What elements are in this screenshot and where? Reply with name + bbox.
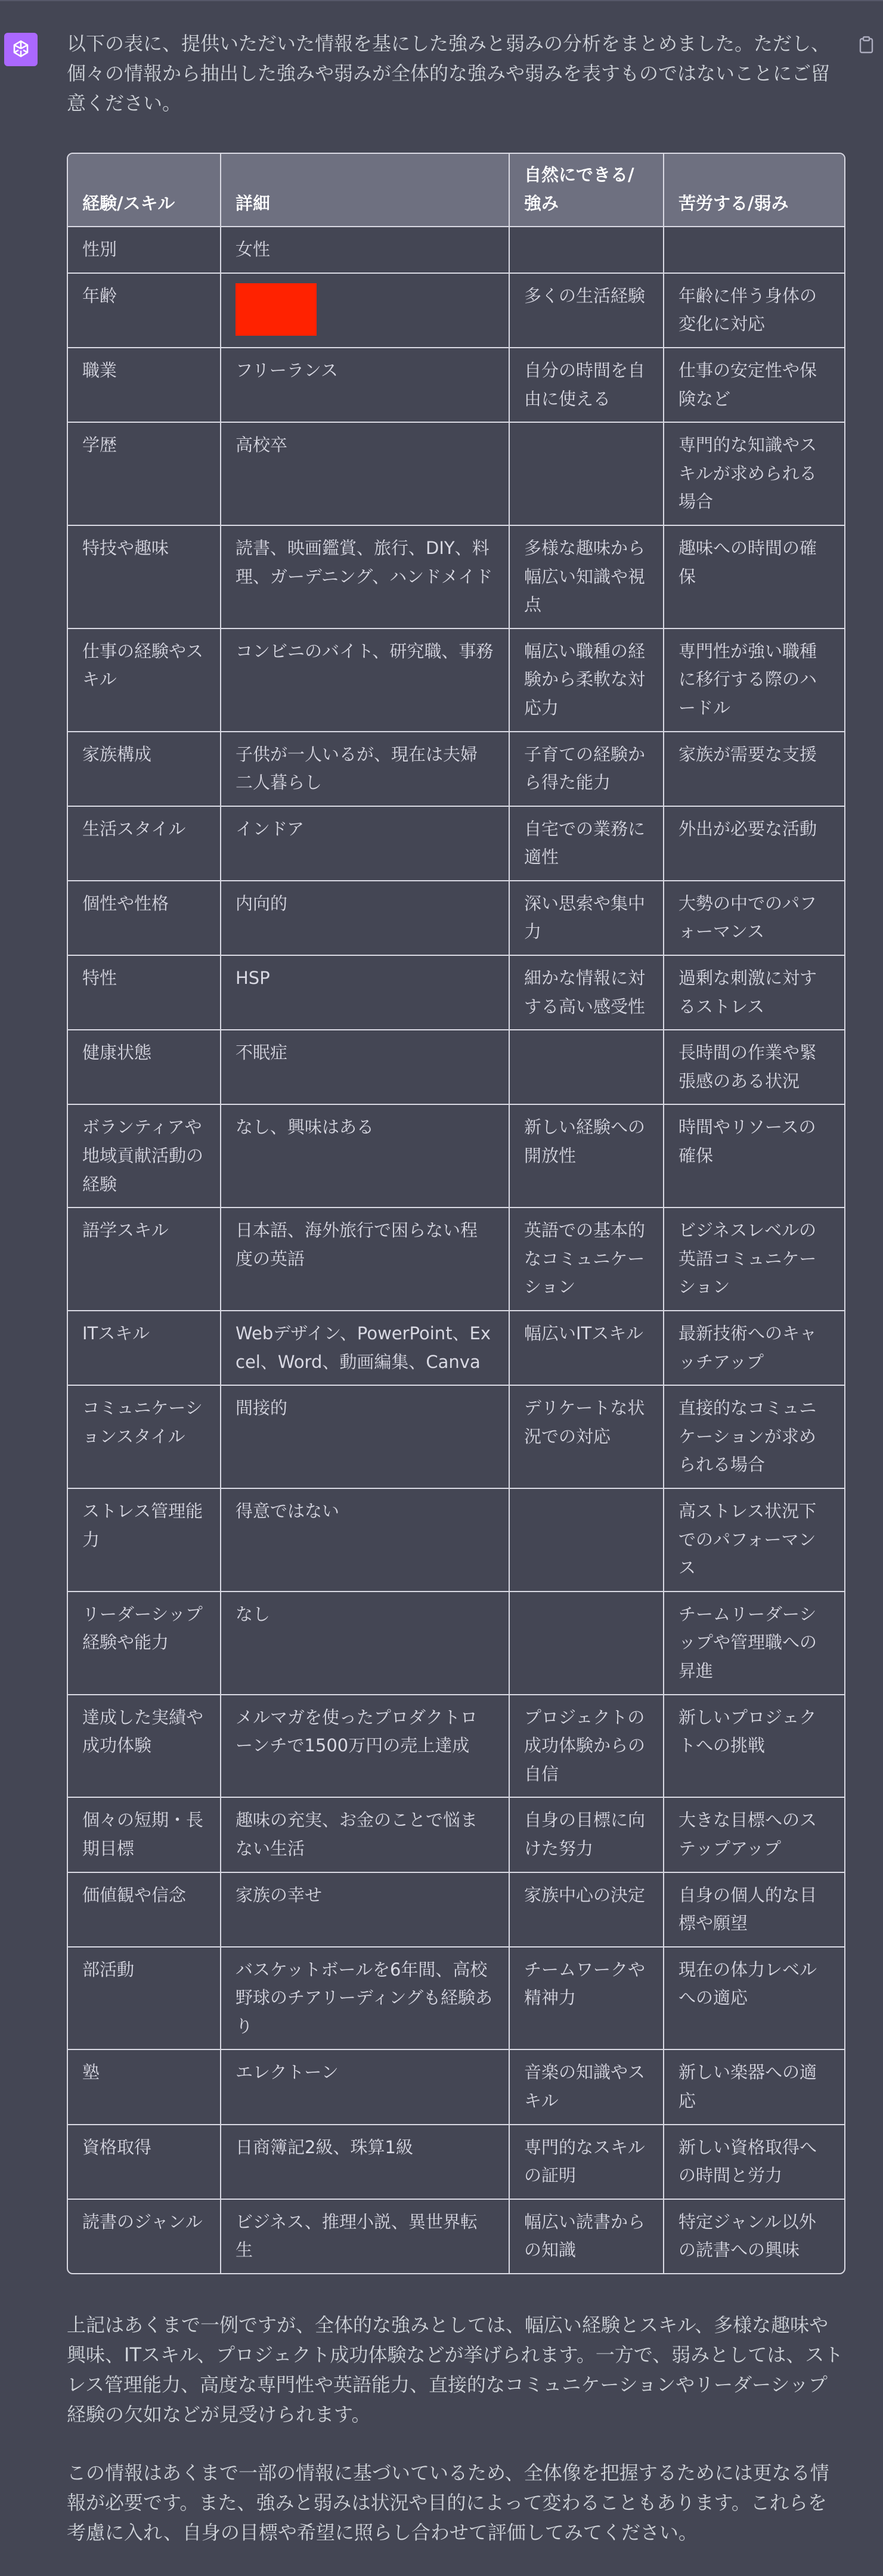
table-cell: コミュニケーションスタイル [68, 1385, 221, 1488]
top-divider [0, 0, 883, 1]
table-cell: 専門的な知識やスキルが求められる場合 [664, 422, 844, 525]
table-cell: 家族構成 [68, 732, 221, 806]
table-cell: 大きな目標へのステップアップ [664, 1797, 844, 1872]
table-cell: 最新技術へのキャッチアップ [664, 1311, 844, 1385]
table-cell: なし [221, 1592, 509, 1695]
table-cell: 家族中心の決定 [509, 1872, 664, 1947]
table-cell: 子育ての経験から得た能力 [509, 732, 664, 806]
table-cell: 内向的 [221, 881, 509, 955]
header-cell: 詳細 [221, 154, 509, 227]
table-cell: 資格取得 [68, 2125, 221, 2199]
clipboard-icon[interactable] [859, 36, 874, 54]
table-row [68, 525, 844, 628]
table-row [68, 227, 844, 273]
header-cell: 経験/スキル [68, 154, 221, 227]
table-row [68, 1872, 844, 1947]
table-row [68, 806, 844, 881]
table-cell: 個々の短期・長期目標 [68, 1797, 221, 1872]
table-cell: インドア [221, 806, 509, 881]
table-row [68, 2199, 844, 2273]
table-row [68, 1208, 844, 1311]
table-cell: 高校卒 [221, 422, 509, 525]
redaction-block [236, 283, 317, 336]
table-cell: 過剰な刺激に対するストレス [664, 955, 844, 1030]
table-row [68, 1030, 844, 1104]
table-row [68, 273, 844, 348]
table-cell: フリーランス [221, 348, 509, 422]
table-cell: 多くの生活経験 [509, 273, 664, 348]
table-cell: 幅広い職種の経験から柔軟な対応力 [509, 628, 664, 732]
table-cell: 特技や趣味 [68, 525, 221, 628]
table-cell [664, 227, 844, 273]
table-cell: 深い思索や集中力 [509, 881, 664, 955]
table-row [68, 1385, 844, 1488]
table-row [68, 732, 844, 806]
table-cell: 健康状態 [68, 1030, 221, 1104]
table-cell: 専門的なスキルの証明 [509, 2125, 664, 2199]
table-cell: 特定ジャンル以外の読書への興味 [664, 2199, 844, 2273]
table-cell: 自分の時間を自由に使える [509, 348, 664, 422]
summary [67, 2310, 845, 2547]
table-cell: エレクトーン [221, 2049, 509, 2124]
table-cell: 部活動 [68, 1947, 221, 2050]
table-cell: 読書、映画鑑賞、旅行、DIY、料理、ガーデニング、ハンドメイド [221, 525, 509, 628]
table-cell: コンビニのバイト、研究職、事務 [221, 628, 509, 732]
table-cell: 得意ではない [221, 1488, 509, 1592]
table-cell: ストレス管理能力 [68, 1488, 221, 1592]
table-cell: 新しい経験への開放性 [509, 1104, 664, 1208]
table-row [68, 2049, 844, 2124]
table-cell: 年齢に伴う身体の変化に対応 [664, 273, 844, 348]
table-row [68, 628, 844, 732]
table-row [68, 348, 844, 422]
table-cell [221, 273, 509, 348]
table-cell: 達成した実績や成功体験 [68, 1695, 221, 1798]
table-cell: 子供が一人いるが、現在は夫婦二人暮らし [221, 732, 509, 806]
table-cell: プロジェクトの成功体験からの自信 [509, 1695, 664, 1798]
table-cell: 不眠症 [221, 1030, 509, 1104]
table-cell: 仕事の安定性や保険など [664, 348, 844, 422]
table-cell: チームリーダーシップや管理職への昇進 [664, 1592, 844, 1695]
table-cell: 読書のジャンル [68, 2199, 221, 2273]
table-cell: 趣味への時間の確保 [664, 525, 844, 628]
analysis-table [67, 153, 845, 2274]
table-cell: 塾 [68, 2049, 221, 2124]
table-cell: デリケートな状況での対応 [509, 1385, 664, 1488]
table-header-row [68, 154, 844, 227]
table-cell: バスケットボールを6年間、高校野球のチアリーディングも経験あり [221, 1947, 509, 2050]
table-cell: 家族の幸せ [221, 1872, 509, 1947]
openai-logo-icon [9, 38, 33, 61]
table-cell: 性別 [68, 227, 221, 273]
table-cell: なし、興味はある [221, 1104, 509, 1208]
table-cell: 幅広いITスキル [509, 1311, 664, 1385]
table-cell: リーダーシップ経験や能力 [68, 1592, 221, 1695]
table-cell: 新しい楽器への適応 [664, 2049, 844, 2124]
table-cell: 自身の目標に向けた努力 [509, 1797, 664, 1872]
table-cell: 趣味の充実、お金のことで悩まない生活 [221, 1797, 509, 1872]
table-cell: 語学スキル [68, 1208, 221, 1311]
table-row [68, 422, 844, 525]
table-cell: 音楽の知識やスキル [509, 2049, 664, 2124]
table-cell: 英語での基本的なコミュニケーション [509, 1208, 664, 1311]
table-cell: 直接的なコミュニケーションが求められる場合 [664, 1385, 844, 1488]
table-row [68, 1947, 844, 2050]
table-cell: 現在の体力レベルへの適応 [664, 1947, 844, 2050]
table-cell: ボランティアや地域貢献活動の経験 [68, 1104, 221, 1208]
table-row [68, 1797, 844, 1872]
assistant-message [67, 29, 845, 2576]
table-row [68, 1592, 844, 1695]
table-cell: 自身の個人的な目標や願望 [664, 1872, 844, 1947]
table-cell: Webデザイン、PowerPoint、Excel、Word、動画編集、Canva [221, 1311, 509, 1385]
table-cell: 自宅での業務に適性 [509, 806, 664, 881]
table-cell: メルマガを使ったプロダクトローンチで1500万円の売上達成 [221, 1695, 509, 1798]
table-cell: 長時間の作業や緊張感のある状況 [664, 1030, 844, 1104]
table-cell: 年齢 [68, 273, 221, 348]
table-cell: 外出が必要な活動 [664, 806, 844, 881]
table-cell [509, 1592, 664, 1695]
table-row [68, 1311, 844, 1385]
table-cell: 特性 [68, 955, 221, 1030]
table-row [68, 955, 844, 1030]
summary-paragraph-1: 上記はあくまで一例ですが、全体的な強みとしては、幅広い経験とスキル、多様な趣味や興味、ITスキル、プロジェクト成功体験などが挙げられます。一方で、弱みとしては、ストレス管理能力、高度な専門性や英語能力、直接的なコミュニケーションやリーダーシップ経験の欠如などが見受けられます。 [67, 2314, 844, 2426]
table-cell: 新しい資格取得への時間と労力 [664, 2125, 844, 2199]
table-cell: 時間やリソースの確保 [664, 1104, 844, 1208]
table-cell: 学歴 [68, 422, 221, 525]
table-row [68, 2125, 844, 2199]
table-cell: 多様な趣味から幅広い知識や視点 [509, 525, 664, 628]
table-cell: 女性 [221, 227, 509, 273]
table-cell: 細かな情報に対する高い感受性 [509, 955, 664, 1030]
table-row [68, 881, 844, 955]
table-row [68, 1695, 844, 1798]
table-row [68, 1104, 844, 1208]
table-cell: チームワークや精神力 [509, 1947, 664, 2050]
table-cell: ITスキル [68, 1311, 221, 1385]
table-cell [509, 227, 664, 273]
table-cell: 大勢の中でのパフォーマンス [664, 881, 844, 955]
header-cell: 苦労する/弱み [664, 154, 844, 227]
table-cell: 新しいプロジェクトへの挑戦 [664, 1695, 844, 1798]
table-cell [509, 1030, 664, 1104]
table-cell [509, 422, 664, 525]
table-cell: 専門性が強い職種に移行する際のハードル [664, 628, 844, 732]
table-cell: 高ストレス状況下でのパフォーマンス [664, 1488, 844, 1592]
table-cell: ビジネス、推理小説、異世界転生 [221, 2199, 509, 2273]
table-cell: 日本語、海外旅行で困らない程度の英語 [221, 1208, 509, 1311]
table-cell: 仕事の経験やスキル [68, 628, 221, 732]
intro-paragraph: 以下の表に、提供いただいた情報を基にした強みと弱みの分析をまとめました。ただし、個々の情報から抽出した強みや弱みが全体的な強みや弱みを表すものではないことにご留意ください。 [67, 32, 831, 114]
table-cell: 日商簿記2級、珠算1級 [221, 2125, 509, 2199]
table-cell: 価値観や信念 [68, 1872, 221, 1947]
summary-paragraph-2: この情報はあくまで一部の情報に基づいているため、全体像を把握するためには更なる情報が必要です。また、強みと弱みは状況や目的によって変わることもあります。これらを考慮に入れ、自身の目標や希望に照らし合わせて評価してみてください。 [67, 2462, 829, 2544]
table-cell [509, 1488, 664, 1592]
table-cell: ビジネスレベルの英語コミュニケーション [664, 1208, 844, 1311]
table-cell: 家族が需要な支援 [664, 732, 844, 806]
table-cell: HSP [221, 955, 509, 1030]
assistant-avatar [4, 33, 38, 66]
table-cell: 職業 [68, 348, 221, 422]
table-cell: 間接的 [221, 1385, 509, 1488]
table-cell: 生活スタイル [68, 806, 221, 881]
table-cell: 幅広い読書からの知識 [509, 2199, 664, 2273]
table-row [68, 1488, 844, 1592]
table-cell: 個性や性格 [68, 881, 221, 955]
header-cell: 自然にできる/強み [509, 154, 664, 227]
